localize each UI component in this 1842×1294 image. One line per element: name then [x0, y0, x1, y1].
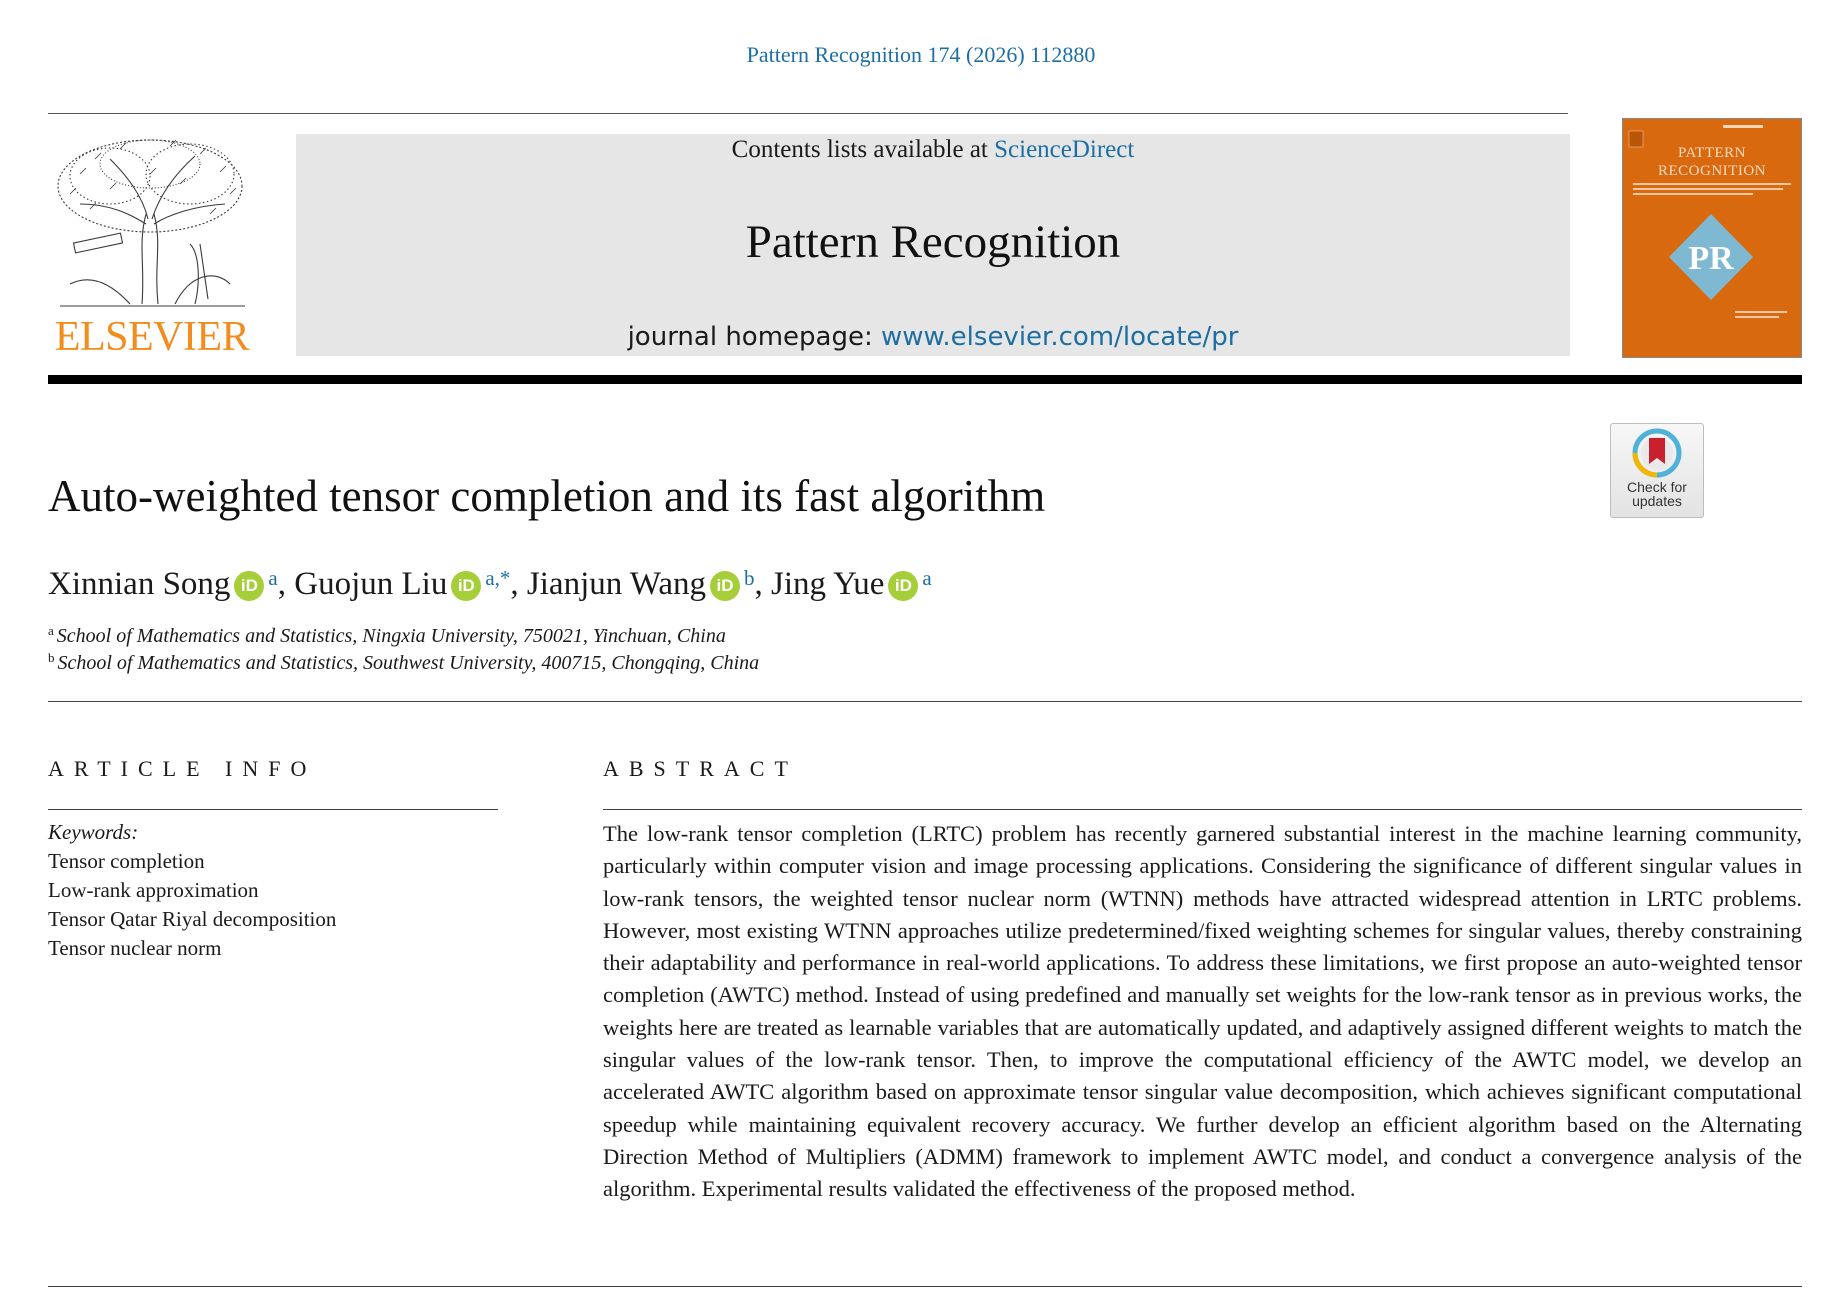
- elsevier-tree-icon: [50, 134, 254, 312]
- keyword-item: Tensor completion: [48, 849, 205, 873]
- journal-title: Pattern Recognition: [745, 216, 1121, 268]
- abstract-body: The low-rank tensor completion (LRTC) problem has recently garnered substantial interest in the machine learning community, particularly within computer vision and image processing applications. Considering the significance of different singular values in low-rank tensors, the weighted tensor nuclear norm (WTNN) methods have attracted widespread attention in LRTC problems. However, most existing WTNN approaches utilize predetermined/fixed weighting schemes for singular values, thereby constraining their adaptability and performance in real-world applications. To address these limitations, we first propose an auto-weighted tensor completion (AWTC) method. Instead of using predefined and manually set weights for the low-rank tensor as in previous works, the weights here are treated as learnable variables that are automatically updated, and adaptively assigned different weights to match the singular values of the low-rank tensor. Then, to improve the computational efficiency of the AWTC model, we develop an accelerated AWTC algorithm based on approximate tensor singular value decomposition, which achieves significant computational speedup while maintaining equivalent recovery accuracy. We further develop an efficient algorithm based on the Alternating Direction Method of Multipliers (ADMM) framework to implement AWTC model, and conduct a convergence analysis of the algorithm. Experimental results validated the effectiveness of the proposed method.: [603, 821, 1802, 1202]
- orcid-icon[interactable]: iD: [888, 571, 918, 601]
- journal-cover-image[interactable]: [1622, 118, 1802, 358]
- article-info-heading: ARTICLE INFO: [48, 756, 317, 781]
- author-list: Xinnian Song iD $^a$, Guojun Liu iD $^{a,*}$, Jianjun Wang iD $^b$, Jing Yue iD $^a$: [48, 566, 932, 602]
- affiliation-mark: b: [48, 650, 55, 665]
- affiliation-text: School of Mathematics and Statistics, Southwest University, 400715, Chongqing, China: [57, 652, 760, 674]
- check-updates-line2: updates: [1632, 493, 1682, 509]
- bottom-divider: [48, 1286, 1802, 1287]
- affiliation-marker[interactable]: a: [268, 566, 278, 590]
- affiliation-mark: a: [48, 623, 54, 638]
- check-updates-line1: Check for: [1627, 479, 1687, 495]
- journal-cover-art-icon: [1623, 119, 1801, 357]
- affiliation-marker[interactable]: b: [744, 566, 755, 590]
- section-divider: [48, 701, 1802, 702]
- homepage-link[interactable]: www.elsevier.com/locate/pr: [881, 322, 1239, 352]
- header-divider-thick: [48, 375, 1802, 384]
- elsevier-wordmark: ELSEVIER: [54, 314, 250, 360]
- affiliation-marker[interactable]: a: [922, 566, 932, 590]
- contents-prefix: Contents lists available at: [731, 136, 988, 163]
- affiliation-text: School of Mathematics and Statistics, Ningxia University, 750021, Yinchuan, China: [56, 625, 726, 647]
- abstract-divider: [603, 809, 1802, 810]
- journal-header: [296, 134, 1570, 356]
- svg-text:PATTERN: PATTERN: [1678, 145, 1746, 161]
- keywords-block: [48, 818, 336, 963]
- homepage-line: [296, 321, 1570, 353]
- orcid-icon[interactable]: iD: [710, 571, 740, 601]
- svg-text:PR: PR: [1688, 240, 1734, 277]
- top-divider: [48, 113, 1568, 114]
- author-name[interactable]: Jianjun Wang: [526, 566, 707, 602]
- contents-line: [296, 134, 1570, 166]
- author-name[interactable]: Jing Yue: [771, 566, 885, 602]
- orcid-icon[interactable]: iD: [451, 571, 481, 601]
- sciencedirect-link[interactable]: ScienceDirect: [994, 136, 1135, 163]
- abstract-heading: ABSTRACT: [603, 756, 798, 781]
- check-for-updates-button[interactable]: [1610, 423, 1704, 518]
- article-info-divider: [48, 809, 498, 810]
- affiliation-b: [48, 645, 759, 676]
- journal-citation[interactable]: Pattern Recognition 174 (2026) 112880: [746, 42, 1096, 67]
- author-name[interactable]: Guojun Liu: [294, 566, 448, 602]
- svg-text:RECOGNITION: RECOGNITION: [1658, 163, 1766, 179]
- keyword-item: Low-rank approximation: [48, 878, 259, 902]
- orcid-icon[interactable]: iD: [234, 571, 264, 601]
- keywords-label: Keywords:: [48, 820, 139, 844]
- homepage-prefix: journal homepage:: [627, 322, 873, 352]
- keyword-item: Tensor Qatar Riyal decomposition: [48, 907, 337, 931]
- check-updates-label: [1611, 480, 1703, 508]
- keyword-item: Tensor nuclear norm: [48, 936, 222, 960]
- elsevier-logo[interactable]: [48, 134, 256, 360]
- check-updates-icon: [1611, 424, 1703, 482]
- affiliation-marker[interactable]: a,*: [485, 566, 511, 590]
- article-title: Auto-weighted tensor completion and its fast algorithm: [48, 471, 1046, 521]
- author-name[interactable]: Xinnian Song: [48, 566, 231, 602]
